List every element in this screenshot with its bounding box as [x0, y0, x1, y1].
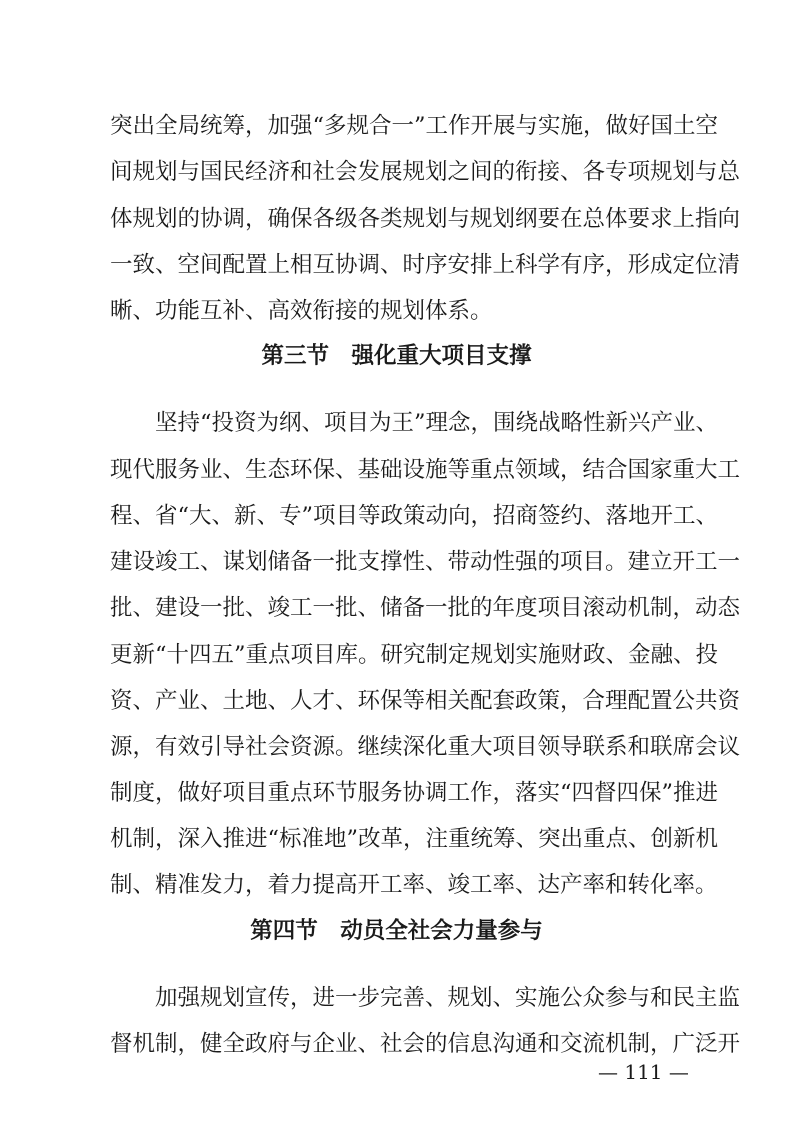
paragraph-line: 坚持“投资为纲、项目为王”理念，围绕战略性新兴产业、	[155, 410, 719, 436]
paragraph-line: 制度，做好项目重点环节服务协调工作，落实“四督四保”推进	[110, 780, 719, 806]
paragraph-line: 现代服务业、生态环保、基础设施等重点领域，结合国家重大工	[110, 457, 741, 483]
paragraph-line: 建设竣工、谋划储备一批支撑性、带动性强的项目。建立开工一	[110, 549, 741, 575]
paragraph-line: 程、省“大、新、专”项目等政策动向，招商签约、落地开工、	[110, 503, 719, 529]
paragraph-line: 批、建设一批、竣工一批、储备一批的年度项目滚动机制，动态	[110, 595, 741, 621]
paragraph-line: 加强规划宣传，进一步完善、规划、实施公众参与和民主监	[155, 985, 741, 1011]
paragraph-line: 间规划与国民经济和社会发展规划之间的衔接、各专项规划与总	[110, 159, 741, 185]
paragraph-line: 督机制，健全政府与企业、社会的信息沟通和交流机制，广泛开	[110, 1031, 741, 1057]
section-heading: 第四节 动员全社会力量参与	[250, 918, 543, 944]
paragraph-line: 更新“十四五”重点项目库。研究制定规划实施财政、金融、投	[110, 642, 719, 668]
paragraph-line: 体规划的协调，确保各级各类规划与规划纲要在总体要求上指向	[110, 206, 741, 232]
section-heading: 第三节 强化重大项目支撑	[261, 343, 532, 369]
paragraph-line: 机制，深入推进“标准地”改革，注重统筹、突出重点、创新机	[110, 826, 719, 852]
paragraph-line: 制、精准发力，着力提高开工率、竣工率、达产率和转化率。	[110, 872, 718, 898]
paragraph-line: 突出全局统筹，加强“多规合一”工作开展与实施，做好国土空	[110, 113, 719, 139]
paragraph-line: 一致、空间配置上相互协调、时序安排上科学有序，形成定位清	[110, 252, 741, 278]
paragraph-line: 源，有效引导社会资源。继续深化重大项目领导联系和联席会议	[110, 734, 741, 760]
page-number: — 111 —	[598, 1060, 689, 1084]
paragraph-line: 晰、功能互补、高效衔接的规划体系。	[110, 298, 493, 324]
paragraph-line: 资、产业、土地、人才、环保等相关配套政策，合理配置公共资	[110, 688, 741, 714]
